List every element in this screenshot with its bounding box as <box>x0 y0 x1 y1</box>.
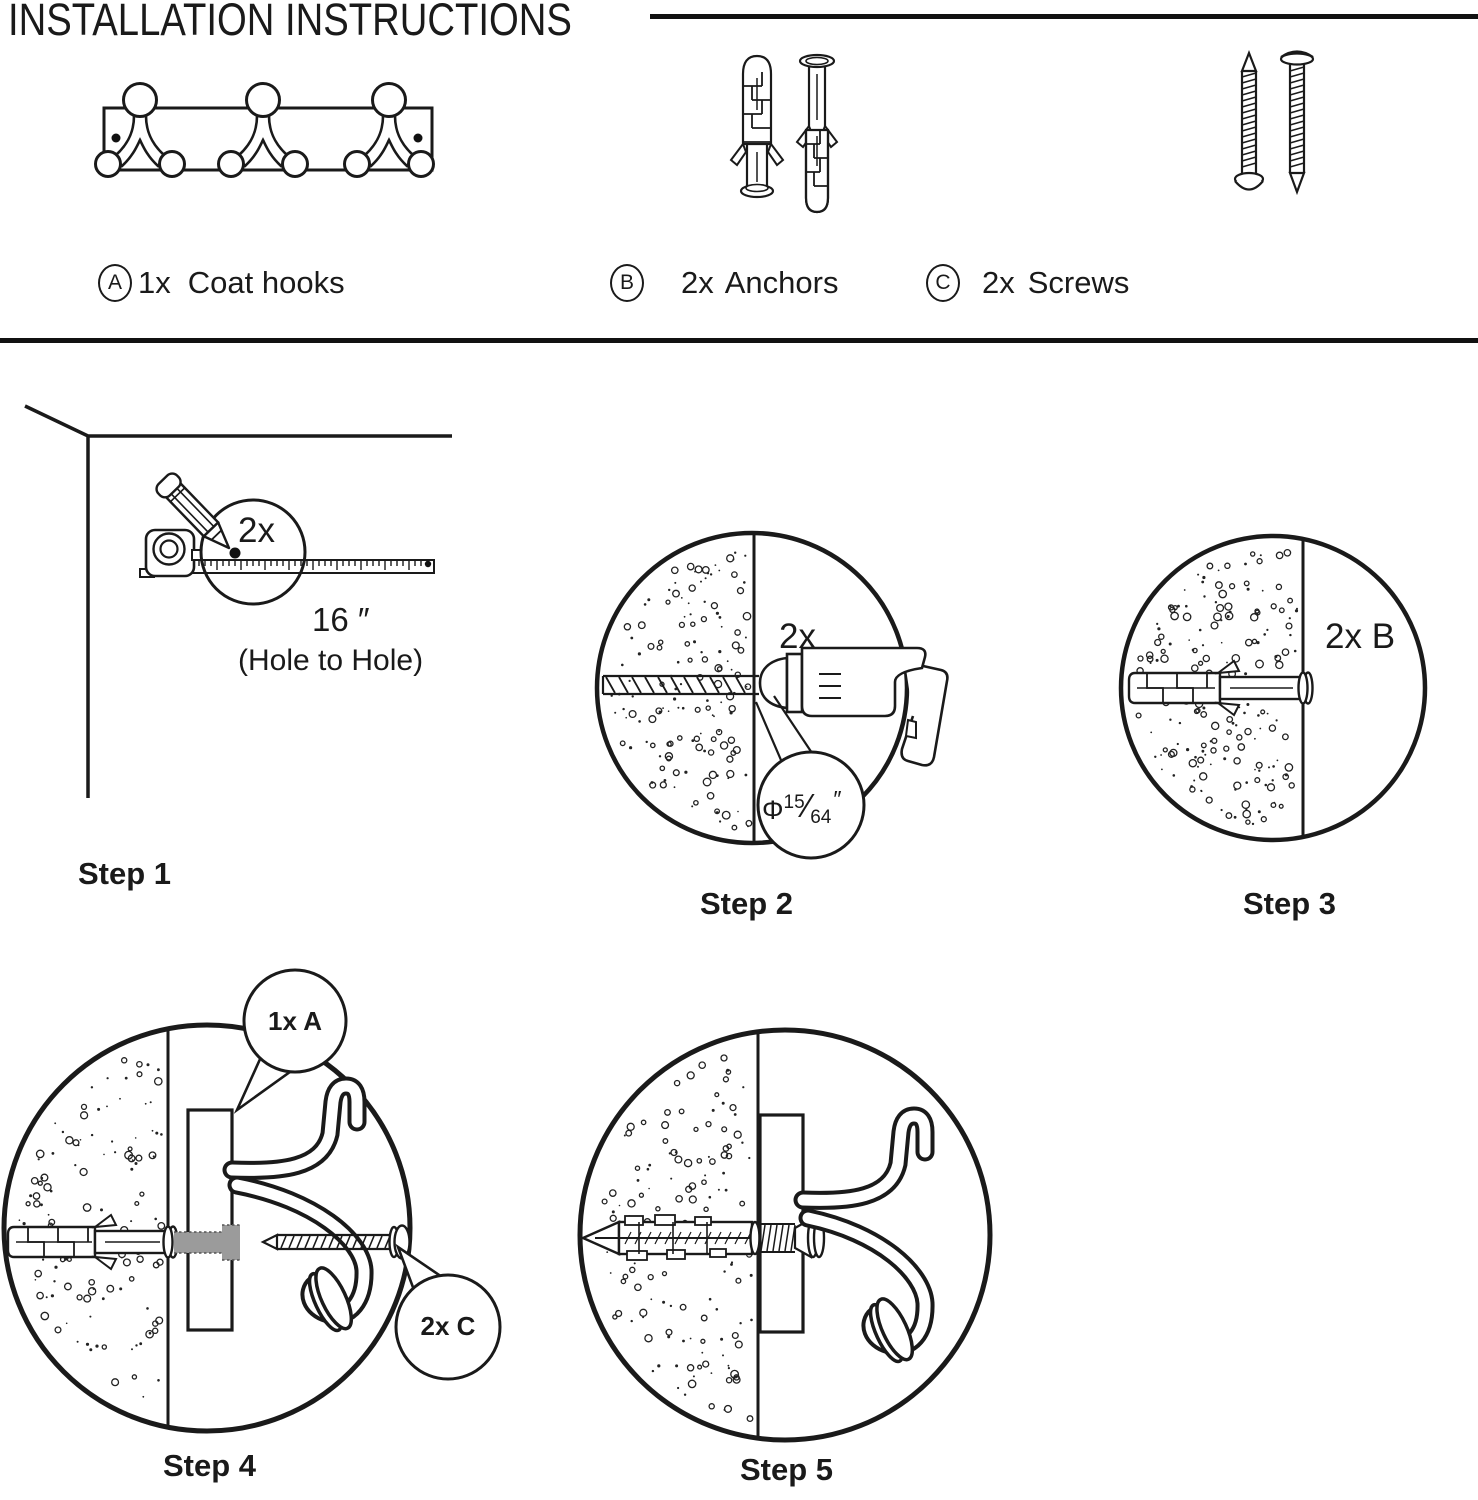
screws-illustration <box>1225 45 1335 205</box>
hook-backplate <box>188 1110 232 1330</box>
step4-hook-callout: 1x A <box>268 1006 322 1036</box>
step5-illustration <box>555 1020 1015 1460</box>
diameter-symbol: Φ <box>762 795 784 825</box>
step2-count: 2x <box>779 617 816 656</box>
step4-label: Step 4 <box>163 1448 257 1483</box>
step4-screw-callout: 2x C <box>420 1311 476 1341</box>
screw-tip-up <box>1235 53 1263 190</box>
step1-mark-count: 2x <box>238 511 275 550</box>
anchors-illustration <box>722 48 852 218</box>
coat-hooks-illustration <box>100 80 440 185</box>
part-label-coat-hooks <box>98 264 345 302</box>
coat-hook-icon <box>232 1086 364 1336</box>
part-count-c: 2x <box>982 265 1015 300</box>
part-name-c: Screws <box>1027 265 1130 300</box>
expanded-anchor-icon <box>583 1215 760 1260</box>
part-badge-a: A <box>98 264 132 302</box>
step2-illustration <box>575 510 940 870</box>
mark-dot-right <box>425 561 431 567</box>
part-badge-c: C <box>926 264 960 302</box>
part-name-b: Anchors <box>724 265 839 300</box>
anchor-inverted <box>797 55 837 212</box>
step1-note: (Hole to Hole) <box>238 644 424 677</box>
step2-label: Step 2 <box>700 886 794 921</box>
part-name-a: Coat hooks <box>187 265 345 300</box>
part-count-b: 2x <box>681 265 714 300</box>
step1-distance: 16 ″ <box>312 601 370 638</box>
mount-hole-left <box>112 134 121 143</box>
part-badge-b: B <box>610 264 644 302</box>
step1-illustration <box>0 380 470 900</box>
step3-count: 2x B <box>1325 617 1396 656</box>
part-count-a: 1x <box>138 265 171 300</box>
step1-label: Step 1 <box>78 856 172 891</box>
anchor-in-wall-icon <box>8 1215 178 1269</box>
part-label-anchors <box>610 264 838 302</box>
step4-illustration <box>0 955 520 1500</box>
section-divider <box>0 338 1478 343</box>
step3-label: Step 3 <box>1243 886 1337 921</box>
page-title: INSTALLATION INSTRUCTIONS <box>8 0 572 45</box>
step3-illustration <box>1115 530 1445 850</box>
tape-measure-icon <box>140 530 434 577</box>
step5-label: Step 5 <box>740 1452 834 1487</box>
mount-hole-right <box>414 134 423 143</box>
title-rule <box>650 14 1478 19</box>
anchor-in-wall-icon <box>1129 661 1313 715</box>
part-label-screws <box>926 264 1129 302</box>
drill-icon <box>760 648 947 765</box>
anchor-upright <box>731 56 783 197</box>
screw-tip-down <box>1281 52 1313 193</box>
step2-drill-diameter: $\Phi^{15}⁄_{64}''$ <box>762 786 842 828</box>
